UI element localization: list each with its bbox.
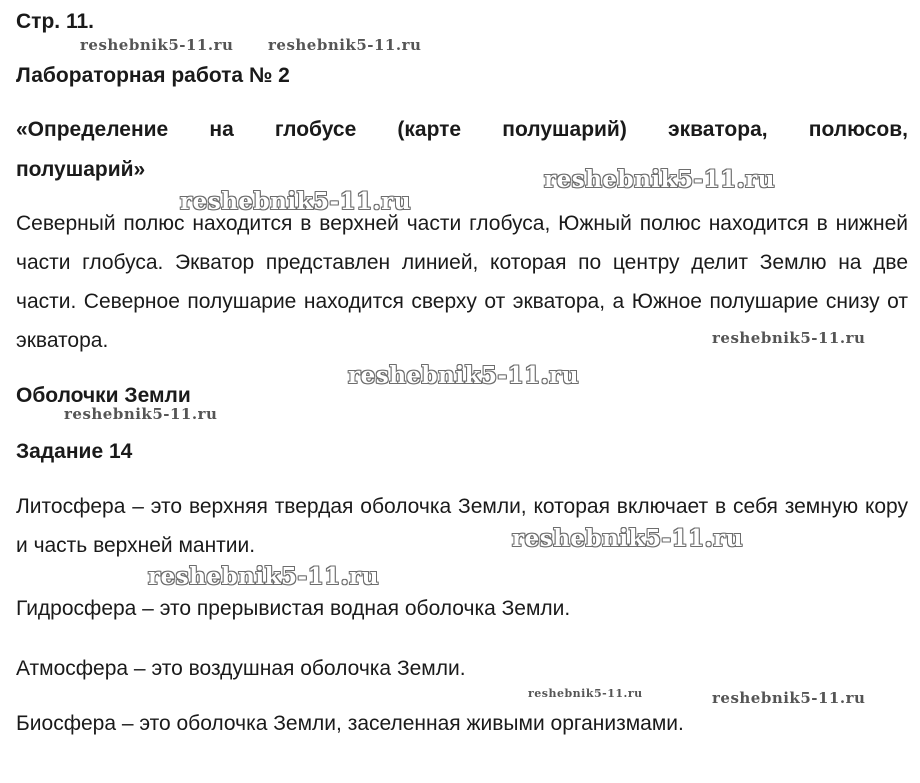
lab-subtitle-line1: «Определение на глобусе (карте полушарий) экватора, полюсов, (16, 118, 908, 141)
watermark: reshebnik5-11.ru (528, 687, 643, 700)
watermark: reshebnik5-11.ru (180, 188, 411, 215)
watermark: reshebnik5-11.ru (712, 329, 866, 347)
watermark: reshebnik5-11.ru (80, 36, 234, 54)
hydrosphere-paragraph: Гидросфера – это прерывистая водная оболочка Земли. (16, 597, 571, 620)
watermark: reshebnik5-11.ru (268, 36, 422, 54)
biosphere-paragraph: Биосфера – это оболочка Земли, заселенная живыми организмами. (16, 712, 684, 735)
task-title: Задание 14 (16, 440, 133, 463)
watermark: reshebnik5-11.ru (544, 166, 775, 193)
watermark: reshebnik5-11.ru (148, 563, 379, 590)
watermark: reshebnik5-11.ru (712, 689, 866, 707)
lithosphere-paragraph: Литосфера – это верхняя твердая оболочка Земли, которая включает в себя земную кору и часть верхней мантии. (16, 495, 908, 557)
watermark: reshebnik5-11.ru (64, 405, 218, 423)
section-title: Оболочки Земли (16, 384, 191, 407)
page-label: Стр. 11. (16, 10, 94, 33)
lab-subtitle-line2: полушарий» (16, 158, 146, 181)
lab-title: Лабораторная работа № 2 (16, 64, 290, 87)
atmosphere-paragraph: Атмосфера – это воздушная оболочка Земли. (16, 657, 466, 680)
watermark: reshebnik5-11.ru (512, 525, 743, 552)
lab-paragraph: Северный полюс находится в верхней части глобуса, Южный полюс находится в нижней части глобуса. Экватор представлен линией, которая по центру делит Землю на две части. Северное полушарие находится сверху от экватора, а Южное полушарие снизу от экватора. (16, 212, 908, 352)
watermark: reshebnik5-11.ru (348, 362, 579, 389)
